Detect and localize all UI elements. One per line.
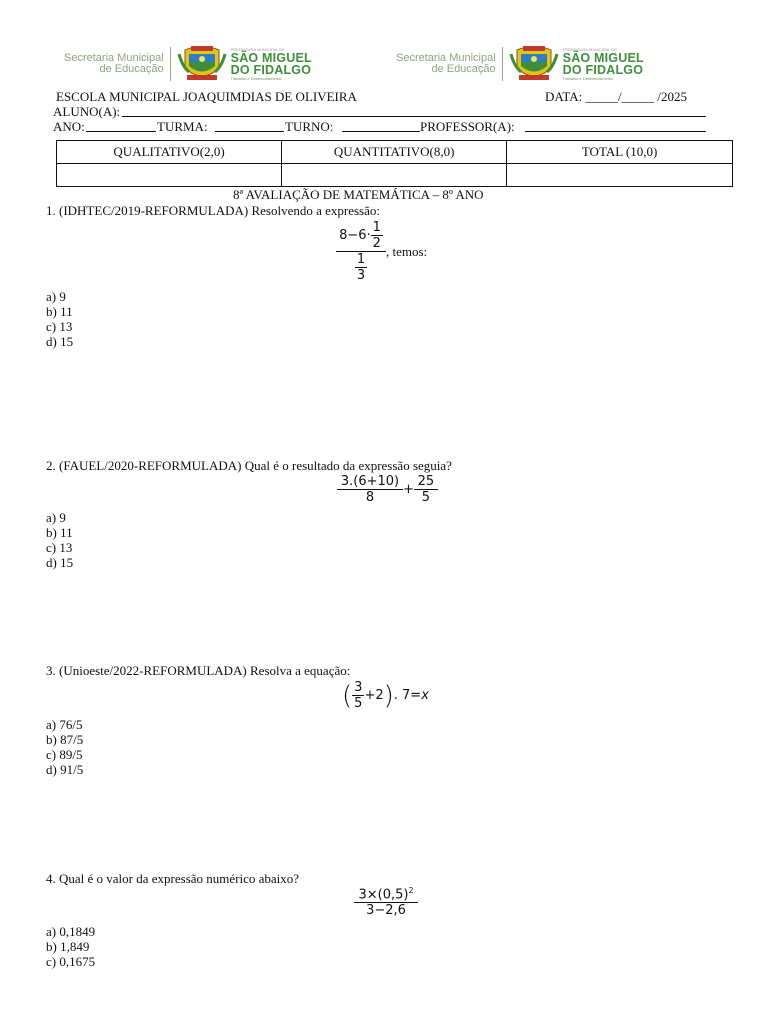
expr2-num1: 3.(6+10) xyxy=(340,474,400,489)
city-name-left xyxy=(231,47,312,81)
option-a[interactable]: a) 9 xyxy=(46,289,66,304)
option-c[interactable]: c) 13 xyxy=(46,540,73,555)
expr1-suffix: , temos: xyxy=(386,243,428,259)
option-b[interactable]: b) 87/5 xyxy=(46,732,84,747)
question-1-statement: 1. (IDHTEC/2019-REFORMULADA) Resolvendo a expressão: xyxy=(46,203,380,218)
option-d[interactable]: d) 91/5 xyxy=(46,762,84,777)
municipal-crest-icon xyxy=(177,44,227,84)
option-b[interactable]: b) 11 xyxy=(46,304,73,319)
turma-input-line[interactable] xyxy=(215,131,284,132)
question-3-expression xyxy=(342,680,429,711)
option-c[interactable]: c) 13 xyxy=(46,319,73,334)
exam-title: 8ª AVALIAÇÃO DE MATEMÁTICA – 8º ANO xyxy=(233,187,484,202)
expr4-exp: 2 xyxy=(408,886,414,895)
city-line2: DO FIDALGO xyxy=(230,63,312,77)
professor-input-line[interactable] xyxy=(525,131,706,132)
question-4-statement: 4. Qual é o valor da expressão numérico abaixo? xyxy=(46,871,300,886)
option-b[interactable]: b) 1,849 xyxy=(46,939,90,954)
secretaria-line2: de Educação xyxy=(431,63,496,75)
ano-label: ANO: xyxy=(53,119,85,134)
quantitativo-cell[interactable] xyxy=(282,164,507,187)
municipal-crest-icon xyxy=(509,44,559,84)
turno-label: TURNO: xyxy=(285,119,334,134)
professor-label: PROFESSOR(A): xyxy=(420,119,515,134)
ano-input-line[interactable] xyxy=(86,131,156,132)
expr3-close-paren: ) xyxy=(383,680,394,711)
question-4-options xyxy=(46,924,95,969)
score-table xyxy=(56,140,733,187)
ministry-small: PREFEITURA MUNICIPAL DE xyxy=(230,47,285,52)
header-logo-left xyxy=(64,44,312,84)
qualitativo-header: QUALITATIVO(2,0) xyxy=(57,141,282,164)
option-a[interactable]: a) 76/5 xyxy=(46,717,83,732)
school-name: ESCOLA MUNICIPAL JOAQUIMDIAS DE OLIVEIRA xyxy=(56,89,357,104)
option-c[interactable]: c) 0,1675 xyxy=(46,954,96,969)
expr4-num: 3×(0,5) xyxy=(358,887,409,903)
question-4-expression xyxy=(354,886,418,918)
expr3-open-paren: ( xyxy=(342,680,353,711)
secretaria-line2: de Educação xyxy=(99,63,164,75)
header-logo-right xyxy=(396,44,644,84)
expr1-inner-den: 2 xyxy=(372,236,381,251)
expr1-den-den: 3 xyxy=(356,268,366,283)
expr1-den-num: 1 xyxy=(356,252,366,267)
total-cell[interactable] xyxy=(507,164,733,187)
expr3-num: 3 xyxy=(354,680,363,695)
expr3-plus: +2 xyxy=(364,688,384,703)
aluno-input-line[interactable] xyxy=(122,116,706,117)
question-2-statement: 2. (FAUEL/2020-REFORMULADA) Qual é o resultado da expressão seguia? xyxy=(46,458,452,473)
ministry-small: PREFEITURA MUNICIPAL DE xyxy=(562,47,617,52)
question-2-options xyxy=(46,510,73,570)
expr2-op: + xyxy=(403,482,414,497)
city-line2: DO FIDALGO xyxy=(562,63,644,77)
logo-divider xyxy=(502,47,503,81)
total-header: TOTAL (10,0) xyxy=(507,141,733,164)
expr4-den: 3−2,6 xyxy=(354,902,418,918)
question-3-statement: 3. (Unioeste/2022-REFORMULADA) Resolva a equação: xyxy=(46,663,351,678)
question-1-options xyxy=(46,289,73,349)
expr1-term: 8−6· xyxy=(339,228,371,243)
secretaria-line1: Secretaria Municipal xyxy=(64,52,164,64)
city-line1: SÃO MIGUEL xyxy=(230,51,312,65)
expr2-den1: 8 xyxy=(337,489,403,505)
option-a[interactable]: a) 0,1849 xyxy=(46,924,96,939)
option-a[interactable]: a) 9 xyxy=(46,510,66,525)
score-value-row xyxy=(57,164,733,187)
aluno-label: ALUNO(A): xyxy=(53,104,121,119)
expr2-den2: 5 xyxy=(414,489,438,505)
city-tagline: Trabalho e Desenvolvimento xyxy=(230,76,282,81)
option-d[interactable]: d) 15 xyxy=(46,555,74,570)
option-d[interactable]: d) 15 xyxy=(46,334,74,349)
logo-divider xyxy=(170,47,171,81)
expr1-inner-num: 1 xyxy=(372,220,381,235)
date-field[interactable]: DATA: _____/_____ /2025 xyxy=(545,89,687,104)
expr2-num2: 25 xyxy=(417,474,435,489)
expr3-den: 5 xyxy=(354,696,363,711)
expr3-var: x xyxy=(421,688,429,703)
option-b[interactable]: b) 11 xyxy=(46,525,73,540)
turma-label: TURMA: xyxy=(157,119,208,134)
quantitativo-header: QUANTITATIVO(8,0) xyxy=(282,141,507,164)
expr3-rest: . 7= xyxy=(393,688,422,703)
question-3-options xyxy=(46,717,83,777)
city-tagline: Trabalho e Desenvolvimento xyxy=(562,76,614,81)
secretaria-label xyxy=(396,53,496,75)
question-1-expression xyxy=(336,220,427,283)
qualitativo-cell[interactable] xyxy=(57,164,282,187)
secretaria-line1: Secretaria Municipal xyxy=(396,52,496,64)
turno-input-line[interactable] xyxy=(342,131,420,132)
question-2-expression xyxy=(337,474,438,505)
secretaria-label xyxy=(64,53,164,75)
city-line1: SÃO MIGUEL xyxy=(562,51,644,65)
option-c[interactable]: c) 89/5 xyxy=(46,747,83,762)
score-header-row xyxy=(57,141,733,164)
city-name-right xyxy=(563,47,644,81)
